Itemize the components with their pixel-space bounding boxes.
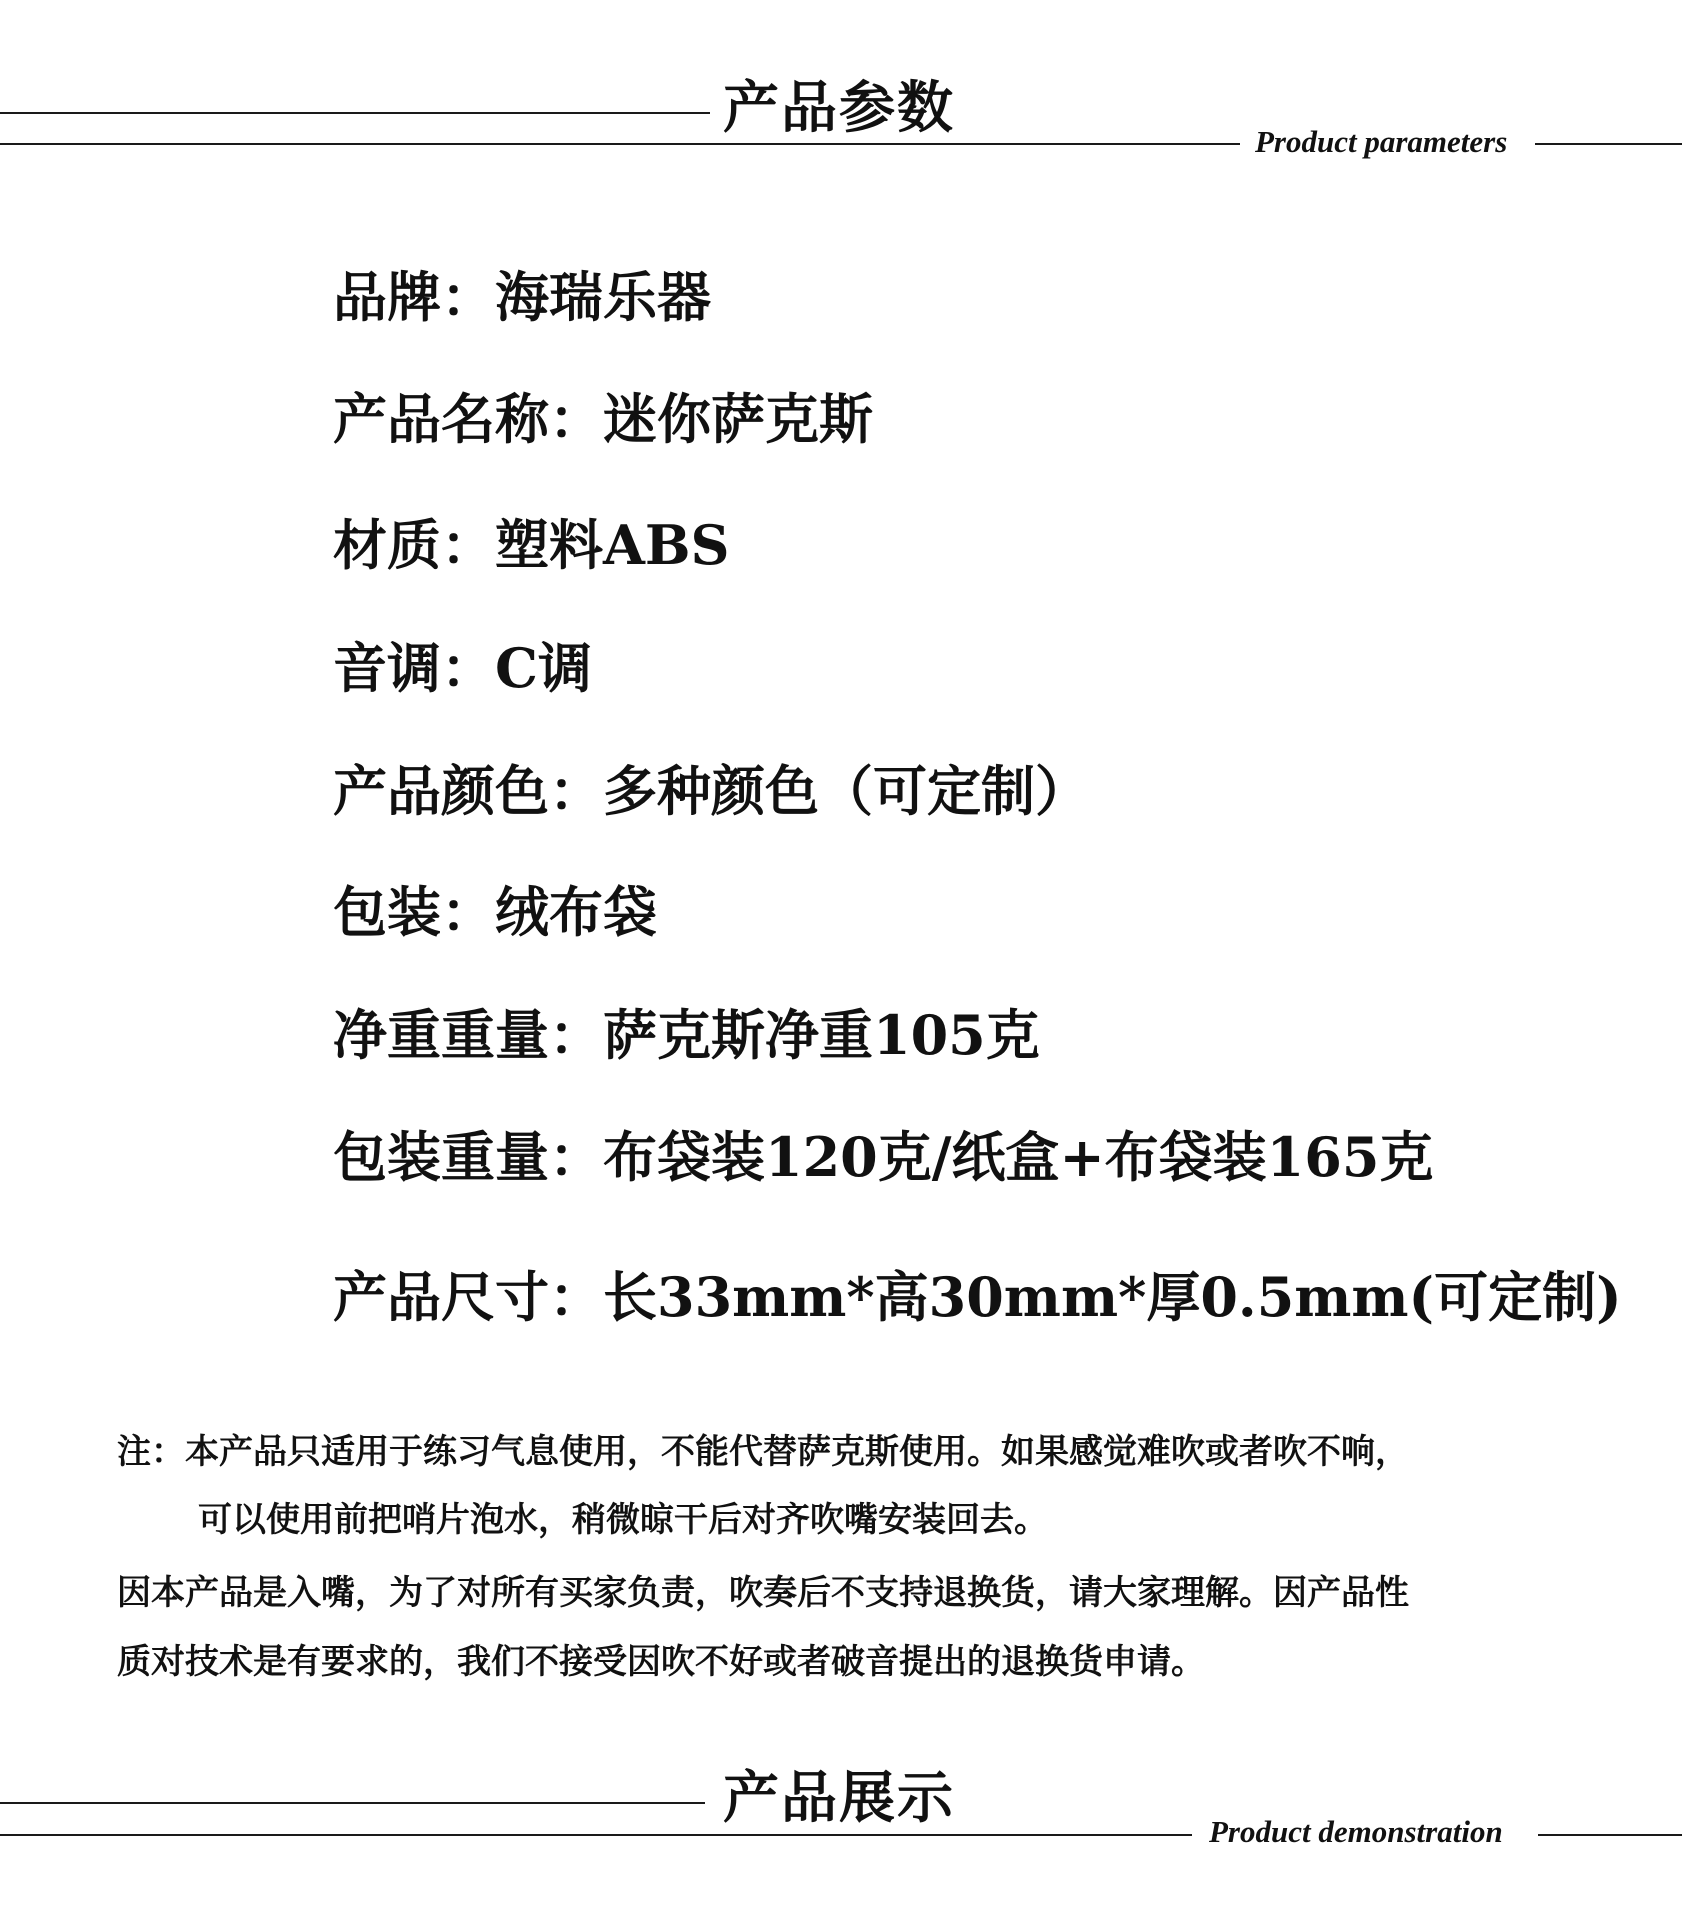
display-rule-top-left [0,1802,705,1804]
param-product-name: 产品名称：迷你萨克斯 [333,387,873,451]
policy-line-1: 因本产品是入嘴，为了对所有买家负责，吹奏后不支持退换货，请大家理解。因产品性 [117,1573,1409,1613]
policy-line-2: 质对技术是有要求的，我们不接受因吹不好或者破音提出的退换货申请。 [117,1642,1205,1682]
header-rule-bottom-right [1535,143,1682,145]
param-net-weight: 净重重量：萨克斯净重105克 [333,1003,1040,1067]
param-material: 材质：塑料ABS [333,513,730,577]
section-title-display: 产品展示 [723,1765,955,1831]
param-packaging: 包装：绒布袋 [333,880,657,944]
display-rule-bottom-right [1538,1834,1682,1836]
note-line-1: 注：本产品只适用于练习气息使用，不能代替萨克斯使用。如果感觉难吹或者吹不响， [117,1432,1409,1472]
display-rule-bottom-left [0,1834,1192,1836]
section-subtitle-parameters: Product parameters [1255,124,1508,159]
section-title-parameters: 产品参数 [723,75,955,141]
param-brand: 品牌：海瑞乐器 [333,265,711,329]
note-line-2: 可以使用前把哨片泡水，稍微晾干后对齐吹嘴安装回去。 [198,1500,1048,1540]
param-color: 产品颜色：多种颜色（可定制） [333,759,1089,823]
param-key: 音调：C调 [333,636,592,700]
param-package-weight: 包装重量：布袋装120克/纸盒+布袋装165克 [333,1125,1434,1189]
section-subtitle-display: Product demonstration [1209,1814,1503,1849]
header-rule-top-left [0,112,710,114]
header-rule-bottom-left [0,143,1240,145]
param-dimensions: 产品尺寸：长33mm*高30mm*厚0.5mm(可定制) [333,1265,1622,1329]
